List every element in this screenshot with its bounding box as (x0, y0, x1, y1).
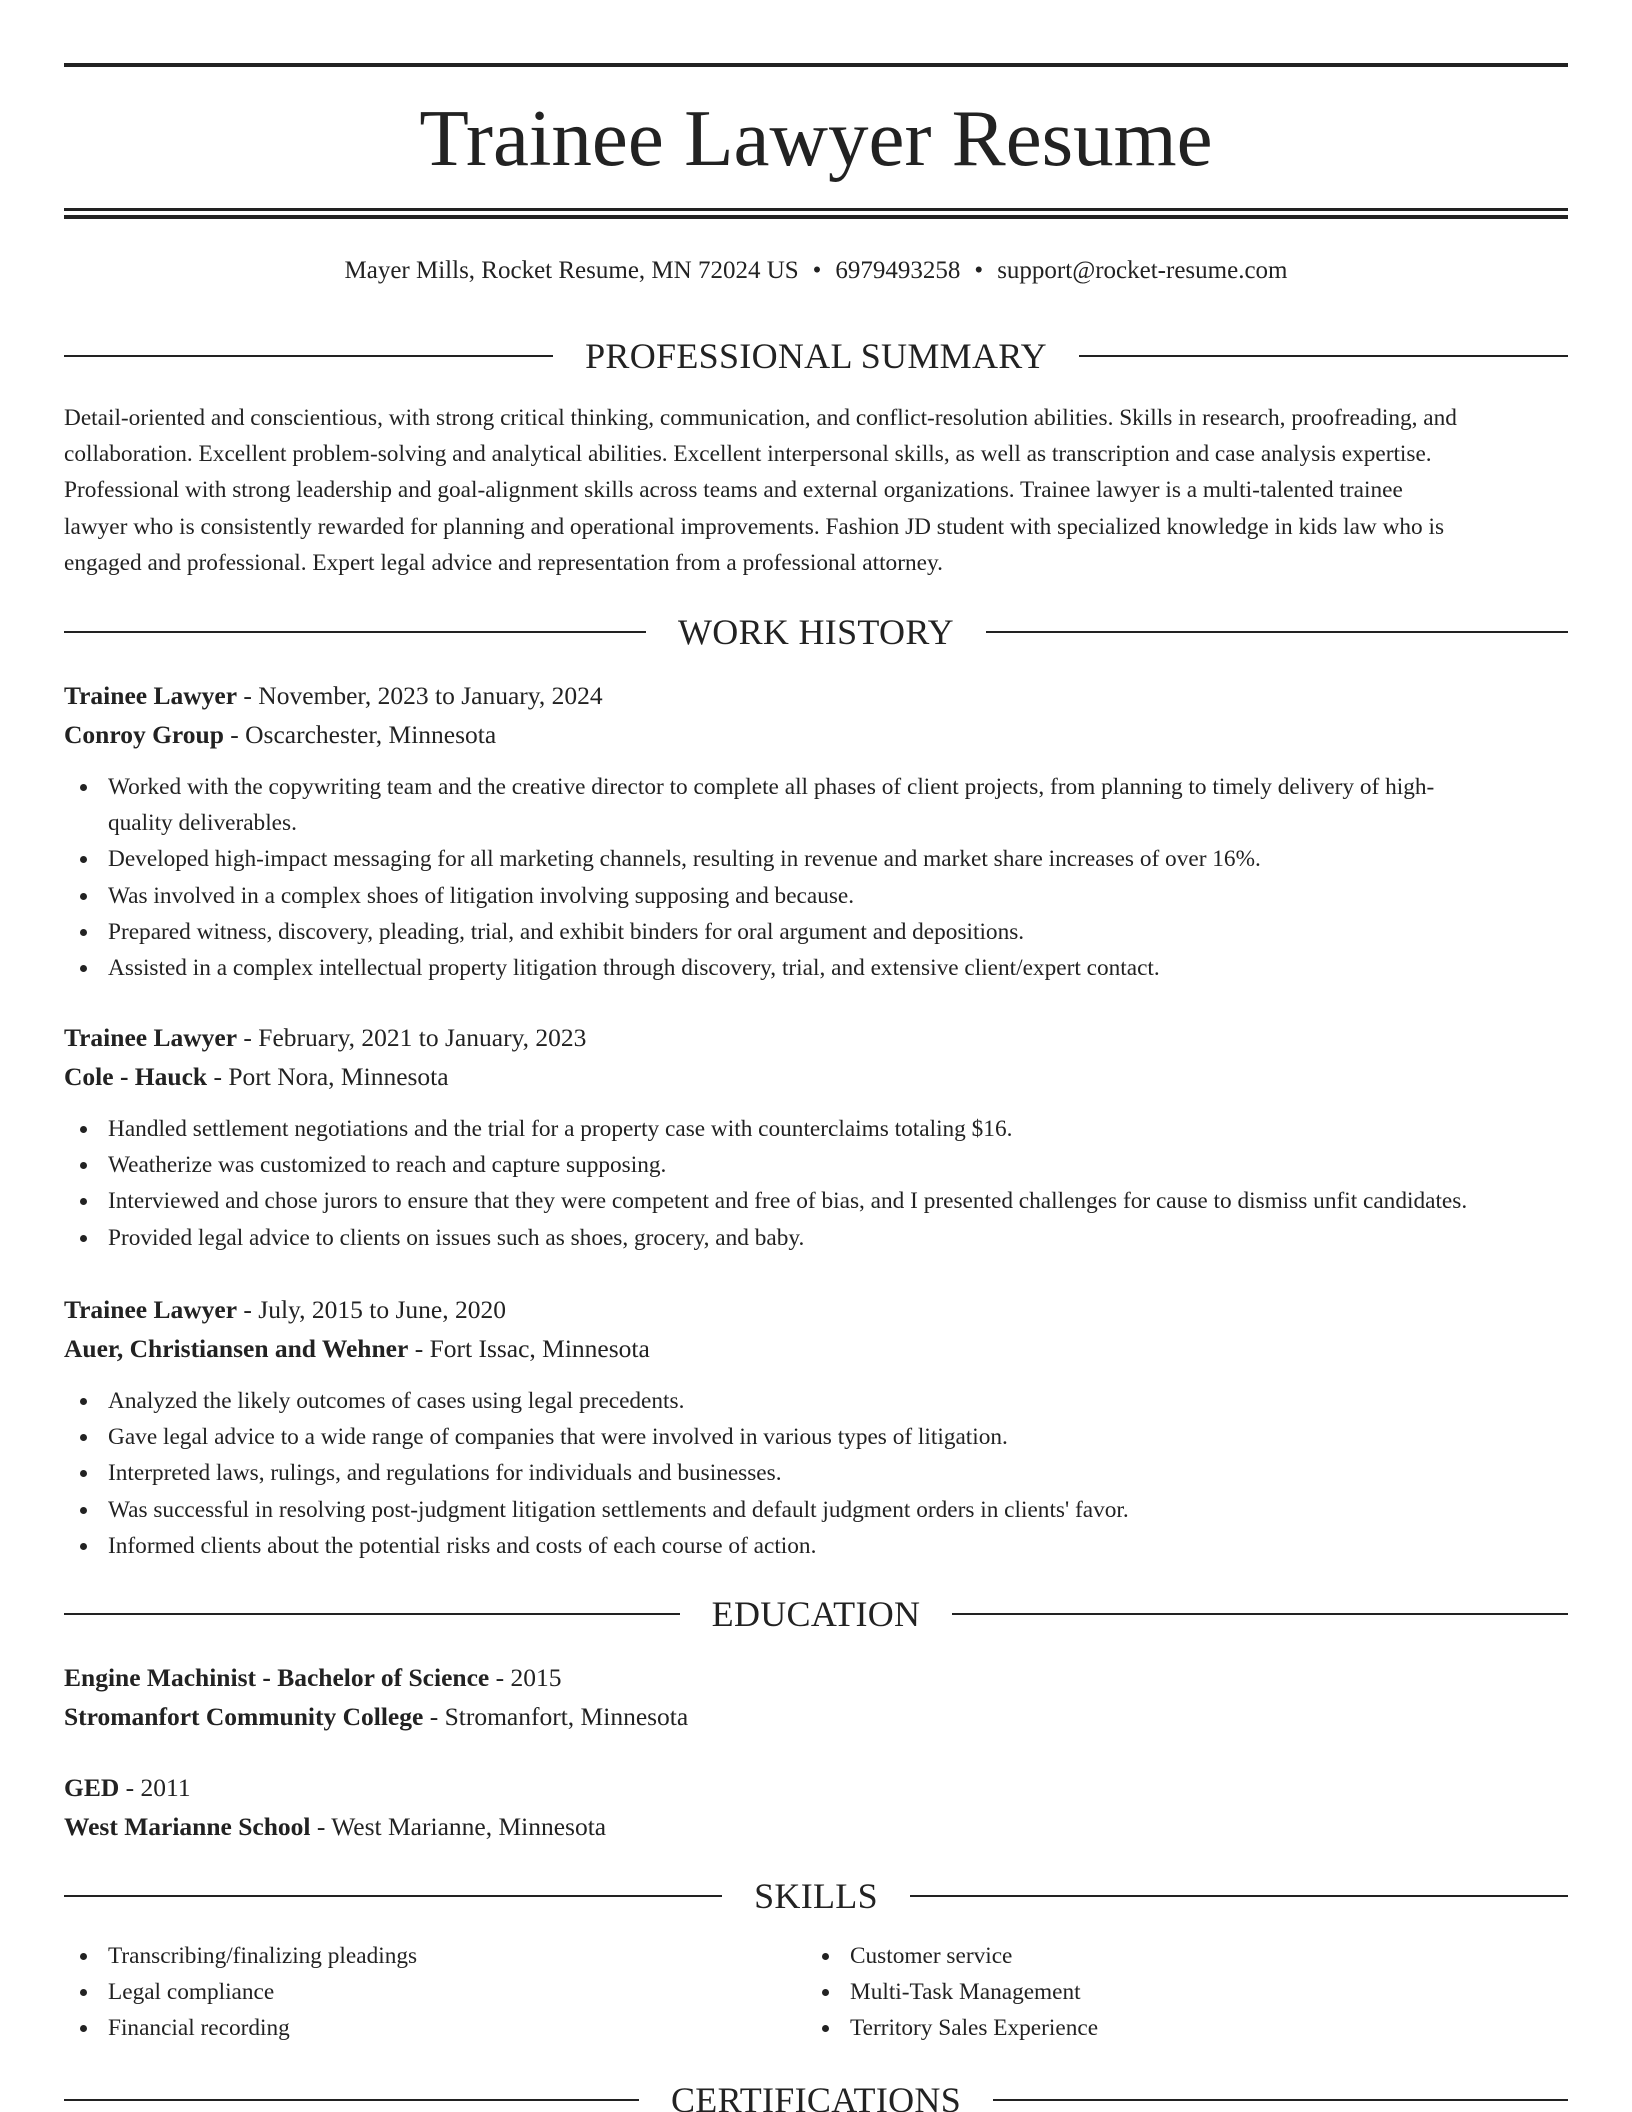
skill-item: Customer service (806, 1938, 1506, 1974)
list-item: Interpreted laws, rulings, and regulations for individuals and businesses. (64, 1455, 1568, 1491)
list-item: Interviewed and chose jurors to ensure that they were competent and free of bias, and I presented challenges for cause to dismiss unfit candidates. (64, 1183, 1568, 1219)
job-company: Conroy Group (64, 720, 224, 749)
job-title: Trainee Lawyer (64, 681, 238, 710)
skills-list-right (806, 1938, 1506, 2047)
job-dates: July, 2015 to June, 2020 (258, 1295, 506, 1324)
job-bullets (64, 1111, 1568, 1256)
top-rule (64, 63, 1568, 67)
title-rule-upper (64, 208, 1568, 211)
dash: - (237, 1023, 259, 1052)
education-entry (64, 1658, 1568, 1736)
dash: - (237, 1295, 259, 1324)
job-title: Trainee Lawyer (64, 1295, 238, 1324)
summary-line: Professional with strong leadership and goal-alignment skills across teams and external organizations. Trainee lawyer is a multi-talented trainee (64, 477, 1403, 504)
heading-rule (64, 1895, 722, 1897)
dash: - (237, 681, 259, 710)
dash: - (423, 1702, 445, 1731)
job-bullets (64, 769, 1568, 986)
job-location: Fort Issac, Minnesota (429, 1334, 650, 1363)
list-item: Prepared witness, discovery, pleading, trial, and exhibit binders for oral argument and depositions. (64, 914, 1568, 950)
heading-rule (986, 631, 1568, 633)
heading-rule (993, 2099, 1568, 2101)
skill-item: Financial recording (64, 2010, 764, 2046)
heading-rule (910, 1895, 1568, 1897)
section-title: SKILLS (754, 1876, 878, 1916)
dash: - (408, 1334, 430, 1363)
contact-address: Mayer Mills, Rocket Resume, MN 72024 US (344, 257, 799, 284)
heading-rule (952, 1613, 1568, 1615)
dash: - (119, 1773, 141, 1802)
job-title: Trainee Lawyer (64, 1023, 238, 1052)
list-item: Informed clients about the potential risks and costs of each course of action. (64, 1528, 1568, 1564)
job-company: Auer, Christiansen and Wehner (64, 1334, 409, 1363)
contact-line (64, 254, 1568, 288)
list-item: Assisted in a complex intellectual property litigation through discovery, trial, and extensive client/expert contact. (64, 950, 1568, 986)
list-item: Analyzed the likely outcomes of cases using legal precedents. (64, 1383, 1568, 1419)
job-bullets (64, 1383, 1568, 1564)
section-title: CERTIFICATIONS (670, 2080, 962, 2112)
list-item: Handled settlement negotiations and the trial for a property case with counterclaims totaling $16. (64, 1111, 1568, 1147)
skill-item: Territory Sales Experience (806, 2010, 1506, 2046)
job-dates: November, 2023 to January, 2024 (258, 681, 603, 710)
job-entry (64, 1018, 1568, 1096)
education-year: 2011 (140, 1773, 191, 1802)
list-item: Was successful in resolving post-judgment litigation settlements and default judgment orders in clients' favor. (64, 1492, 1568, 1528)
list-item: Weatherize was customized to reach and capture supposing. (64, 1147, 1568, 1183)
section-heading-certifications (64, 2078, 1568, 2112)
title-rule-lower (64, 215, 1568, 219)
section-heading-education (64, 1592, 1568, 1636)
contact-phone: 6979493258 (835, 257, 961, 284)
skills-list-left (64, 1938, 764, 2047)
contact-separator: • (974, 257, 984, 284)
school-location: West Marianne, Minnesota (331, 1812, 607, 1841)
resume-title: Trainee Lawyer Resume (419, 93, 1213, 183)
heading-rule (1079, 355, 1568, 357)
dash: - (310, 1812, 332, 1841)
dash: - (223, 720, 246, 749)
dash: - (489, 1663, 511, 1692)
job-location: Oscarchester, Minnesota (245, 720, 497, 749)
summary-line: collaboration. Excellent problem-solving and analytical abilities. Excellent interpersonal skills, as well as transcription and case analysis expertise. (64, 441, 1432, 468)
job-location: Port Nora, Minnesota (228, 1062, 449, 1091)
skill-item: Transcribing/finalizing pleadings (64, 1938, 764, 1974)
school: West Marianne School (64, 1812, 311, 1841)
section-heading-work (64, 610, 1568, 654)
section-heading-summary (64, 334, 1568, 378)
degree: Engine Machinist - Bachelor of Science (64, 1663, 490, 1692)
education-year: 2015 (510, 1663, 562, 1692)
summary-line: Detail-oriented and conscientious, with strong critical thinking, communication, and conflict-resolution abilities. Skills in research, proofreading, and (64, 405, 1457, 431)
summary-line: engaged and professional. Expert legal advice and representation from a professional attorney. (64, 549, 943, 576)
section-title: EDUCATION (711, 1594, 921, 1634)
heading-rule (64, 1613, 680, 1615)
section-heading-skills (64, 1874, 1568, 1918)
heading-rule (64, 2099, 639, 2101)
section-title: PROFESSIONAL SUMMARY (585, 336, 1047, 376)
school-location: Stromanfort, Minnesota (444, 1702, 689, 1731)
summary-paragraph (64, 400, 1568, 581)
job-entry (64, 676, 1568, 754)
heading-rule (64, 355, 553, 357)
list-item: Gave legal advice to a wide range of companies that were involved in various types of litigation. (64, 1419, 1568, 1455)
job-entry (64, 1290, 1568, 1368)
contact-email: support@rocket-resume.com (997, 257, 1288, 284)
degree: GED (64, 1773, 120, 1802)
section-title: WORK HISTORY (678, 612, 954, 652)
heading-rule (64, 631, 646, 633)
education-entry (64, 1768, 1568, 1846)
job-company: Cole - Hauck (64, 1062, 208, 1091)
list-item: Provided legal advice to clients on issues such as shoes, grocery, and baby. (64, 1220, 1568, 1256)
contact-separator: • (812, 257, 822, 284)
skill-item: Legal compliance (64, 1974, 764, 2010)
job-dates: February, 2021 to January, 2023 (258, 1023, 587, 1052)
list-item: Worked with the copywriting team and the creative director to complete all phases of client projects, from planning to timely delivery of high- quality deliverables. (64, 769, 1568, 841)
list-item: Developed high-impact messaging for all marketing channels, resulting in revenue and market share increases of over 16%. (64, 841, 1568, 877)
summary-line: lawyer who is consistently rewarded for planning and operational improvements. Fashion JD student with specialized knowledge in kids law who is (64, 513, 1445, 540)
dash: - (207, 1062, 229, 1091)
skill-item: Multi-Task Management (806, 1974, 1506, 2010)
school: Stromanfort Community College (64, 1702, 424, 1731)
list-item: Was involved in a complex shoes of litigation involving supposing and because. (64, 878, 1568, 914)
